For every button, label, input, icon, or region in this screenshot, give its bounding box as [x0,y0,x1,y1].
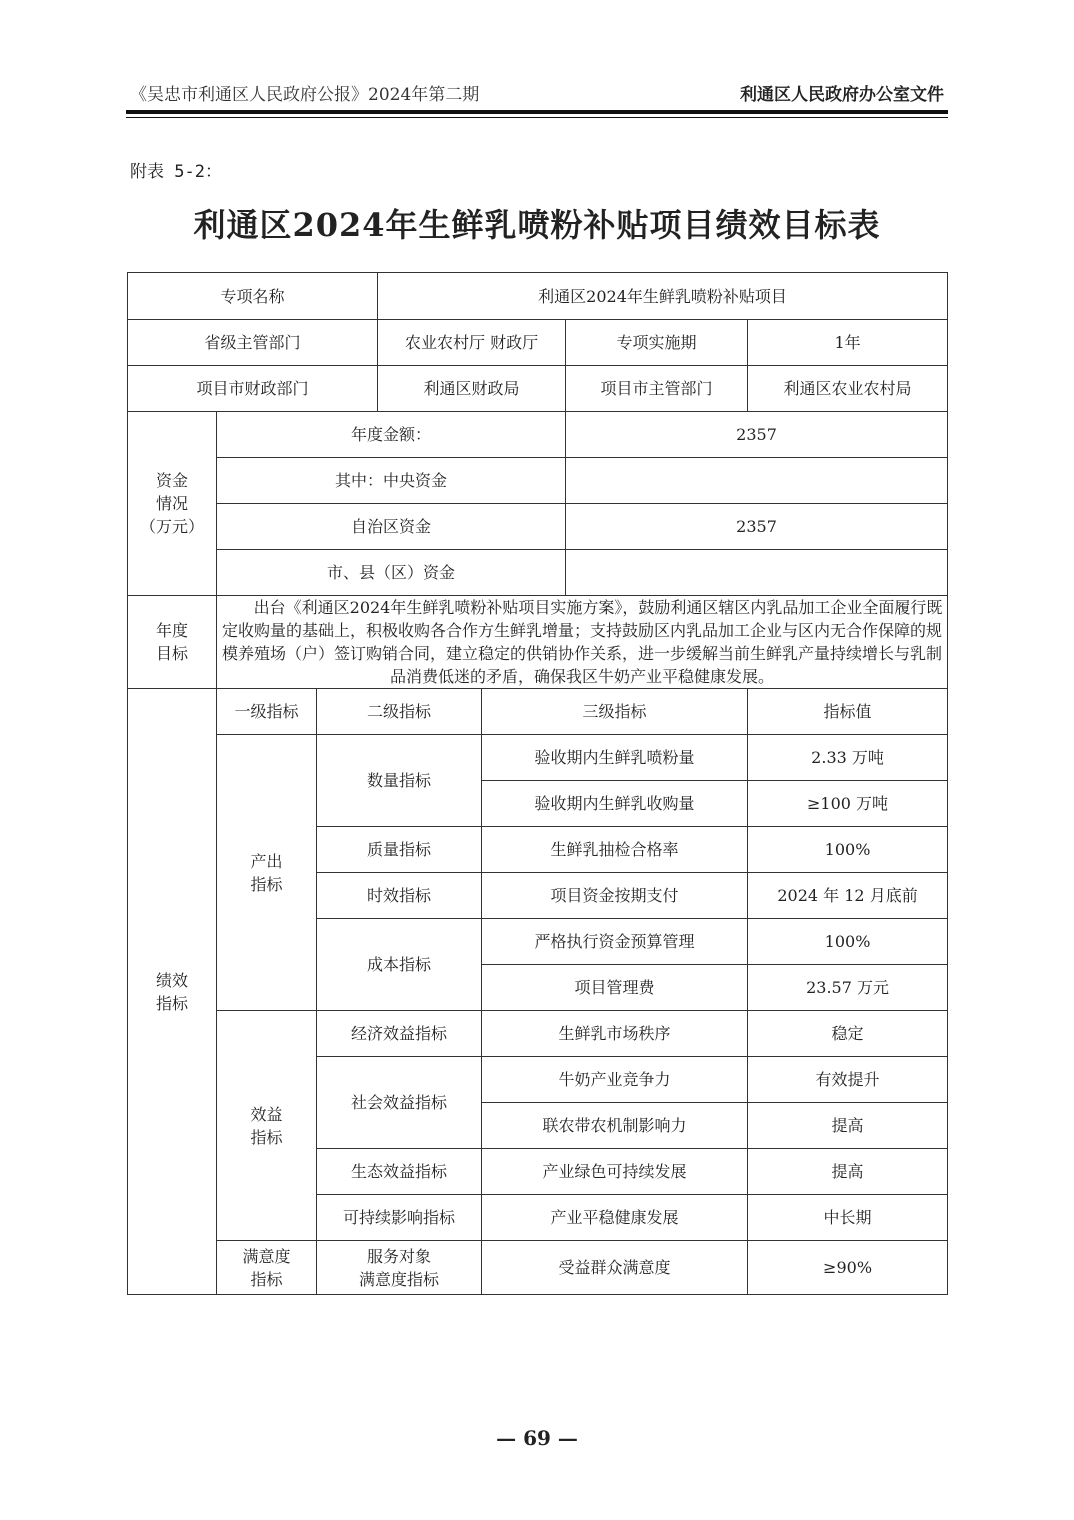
annex-label: 附表 5-2： [130,162,222,182]
output-label-line: 产出 [250,851,283,871]
indicator-name: 项目资金按期支付 [482,873,748,919]
satisfaction-label-line: 指标 [250,1269,283,1289]
funds-row-value: 2357 [566,504,948,550]
satisfaction-label [217,1241,317,1295]
indicator-row [128,1011,948,1057]
satisfaction-sub-line: 服务对象 [367,1246,432,1266]
row-prov-dept [128,320,948,366]
indicator-value: 提高 [748,1149,948,1195]
funds-row-value: 2357 [566,412,948,458]
annual-goal-text: 出台《利通区2024年生鲜乳喷粉补贴项目实施方案》，鼓励利通区辖区内乳品加工企业全面履行既定收购量的基础上，积极收购各合作方生鲜乳增量；支持鼓励区内乳品加工企业与区内无合作保障的规模养殖场（户）签订购销合同，建立稳定的供销协作关系，进一步缓解当前生鲜乳产量持续增长与乳制品消费低迷的矛盾，确保我区牛奶产业平稳健康发展。 [217,596,948,689]
funds-label-line: 情况 [155,494,188,513]
funds-row-value [566,458,948,504]
header-level3: 三级指标 [482,689,748,735]
indicator-name: 严格执行资金预算管理 [482,919,748,965]
funds-row [128,504,948,550]
performance-label-line: 绩效 [155,970,188,990]
indicator-value: 100% [748,827,948,873]
indicator-name: 联农带农机制影响力 [482,1103,748,1149]
project-name-label: 专项名称 [128,273,378,320]
funds-row-label: 自治区资金 [217,504,566,550]
satisfaction-sub-label [317,1241,482,1295]
satisfaction-label-line: 满意度 [242,1246,291,1266]
satisfaction-sub-line: 满意度指标 [359,1269,440,1289]
indicator-name: 项目管理费 [482,965,748,1011]
funds-label [128,412,217,596]
funds-row-label: 其中：中央资金 [217,458,566,504]
indicator-value: 中长期 [748,1195,948,1241]
indicator-name: 验收期内生鲜乳收购量 [482,781,748,827]
funds-row-value [566,550,948,596]
indicator-value: 稳定 [748,1011,948,1057]
period-label: 专项实施期 [566,320,748,366]
social-label: 社会效益指标 [317,1057,482,1149]
city-dept: 利通区农业农村局 [748,366,948,412]
city-finance: 利通区财政局 [378,366,566,412]
header-rule-thin [126,117,948,118]
header-level1: 一级指标 [217,689,317,735]
cost-label: 成本指标 [317,919,482,1011]
header-publication: 《吴忠市利通区人民政府公报》2024年第二期 [130,85,480,105]
page-number: — 69 — [496,1426,578,1450]
funds-row [128,458,948,504]
economic-label: 经济效益指标 [317,1011,482,1057]
benefit-label-line: 指标 [250,1127,283,1147]
header-value: 指标值 [748,689,948,735]
indicator-row [128,1241,948,1295]
annual-goal-row [128,596,948,689]
indicator-value: 100% [748,919,948,965]
funds-row-label: 市、县（区）资金 [217,550,566,596]
ecological-label: 生态效益指标 [317,1149,482,1195]
benefit-label-line: 效益 [250,1104,283,1124]
funds-row [128,412,948,458]
indicator-value: 2024 年 12 月底前 [748,873,948,919]
indicator-name: 受益群众满意度 [482,1241,748,1295]
row-project-name [128,273,948,320]
header-level2: 二级指标 [317,689,482,735]
indicator-value: 2.33 万吨 [748,735,948,781]
output-label [217,735,317,1011]
indicator-value: 有效提升 [748,1057,948,1103]
annual-goal-label [128,596,217,689]
quantity-label: 数量指标 [317,735,482,827]
header-issuer: 利通区人民政府办公室文件 [740,85,944,105]
funds-label-line: 资金 [155,471,188,490]
indicator-header-row [128,689,948,735]
project-name: 利通区2024年生鲜乳喷粉补贴项目 [378,273,948,320]
funds-row-label: 年度金额： [217,412,566,458]
page-title: 利通区2024年生鲜乳喷粉补贴项目绩效目标表 [193,206,881,244]
performance-label-line: 指标 [155,993,188,1013]
indicator-value: ≥100 万吨 [748,781,948,827]
funds-label-line: （万元） [139,517,204,536]
period: 1年 [748,320,948,366]
funds-row [128,550,948,596]
prov-dept-label: 省级主管部门 [128,320,378,366]
indicator-name: 生鲜乳市场秩序 [482,1011,748,1057]
timeliness-label: 时效指标 [317,873,482,919]
output-label-line: 指标 [250,874,283,894]
city-finance-label: 项目市财政部门 [128,366,378,412]
indicator-value: ≥90% [748,1241,948,1295]
annual-goal-label-line: 年度 [155,621,188,640]
indicator-value: 提高 [748,1103,948,1149]
quality-label: 质量指标 [317,827,482,873]
indicator-name: 验收期内生鲜乳喷粉量 [482,735,748,781]
performance-label [128,689,217,1295]
performance-table [127,272,948,1295]
indicator-name: 牛奶产业竞争力 [482,1057,748,1103]
indicator-name: 产业平稳健康发展 [482,1195,748,1241]
row-city-dept [128,366,948,412]
indicator-value: 23.57 万元 [748,965,948,1011]
sustainable-label: 可持续影响指标 [317,1195,482,1241]
prov-dept: 农业农村厅 财政厅 [378,320,566,366]
header-rule-thick [126,110,948,114]
indicator-name: 产业绿色可持续发展 [482,1149,748,1195]
annual-goal-label-line: 目标 [155,644,188,663]
indicator-name: 生鲜乳抽检合格率 [482,827,748,873]
city-dept-label: 项目市主管部门 [566,366,748,412]
benefit-label [217,1011,317,1241]
indicator-row [128,735,948,781]
